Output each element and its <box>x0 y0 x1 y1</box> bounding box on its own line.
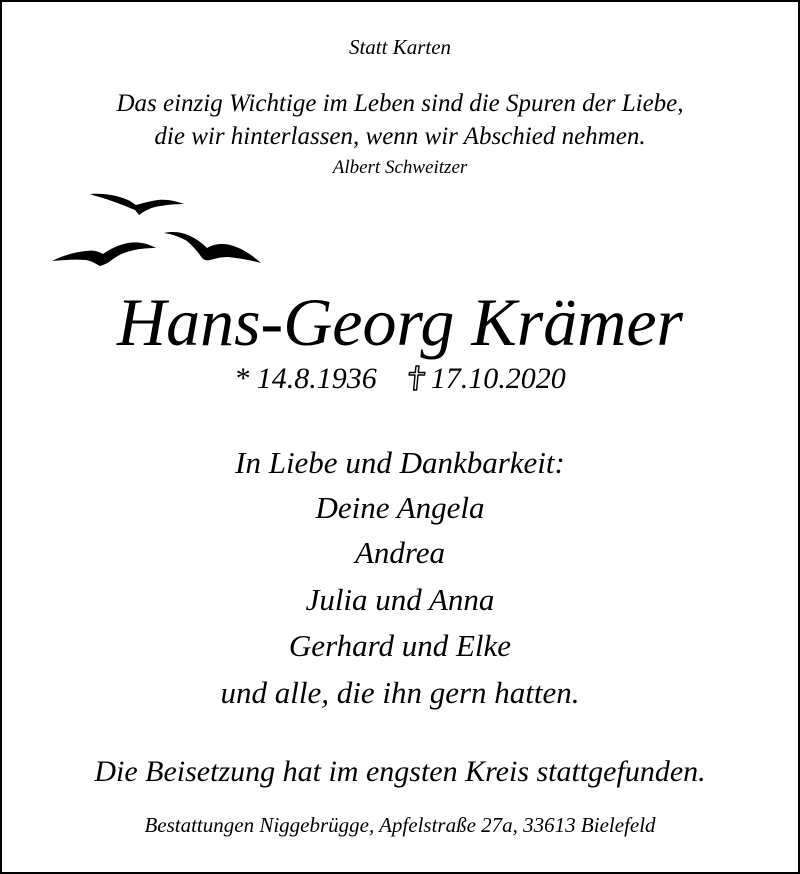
mourner-line: Deine Angela <box>315 490 485 525</box>
mourner-line: Gerhard und Elke <box>288 628 512 663</box>
mourner-line: Julia und Anna <box>305 582 495 617</box>
birth-date: * 14.8.1936 <box>234 362 377 395</box>
notice-header: Statt Karten <box>348 35 452 59</box>
cross-icon <box>407 365 427 391</box>
bird-left-icon <box>52 242 156 266</box>
life-dates <box>0 364 800 394</box>
flying-birds-icon <box>48 182 268 272</box>
quote-line-2: die wir hinterlassen, wenn wir Abschied nehmen. <box>154 123 646 150</box>
deceased-name: Hans-Georg Krämer <box>116 284 683 360</box>
death-date: 17.10.2020 <box>430 362 566 395</box>
quote-author: Albert Schweitzer <box>332 157 468 178</box>
bird-right-icon <box>164 232 261 263</box>
mourners-intro: In Liebe und Dankbarkeit: <box>235 445 565 480</box>
quote-line-1: Das einzig Wichtige im Leben sind die Spuren der Liebe, <box>116 90 684 117</box>
mourner-line: und alle, die ihn gern hatten. <box>220 675 580 710</box>
undertaker-info: Bestattungen Niggebrügge, Apfelstraße 27a, 33613 Bielefeld <box>144 813 656 837</box>
bird-top-icon <box>90 194 184 215</box>
mourner-line: Andrea <box>354 535 446 570</box>
funeral-note: Die Beisetzung hat im engsten Kreis stattgefunden. <box>94 755 706 788</box>
